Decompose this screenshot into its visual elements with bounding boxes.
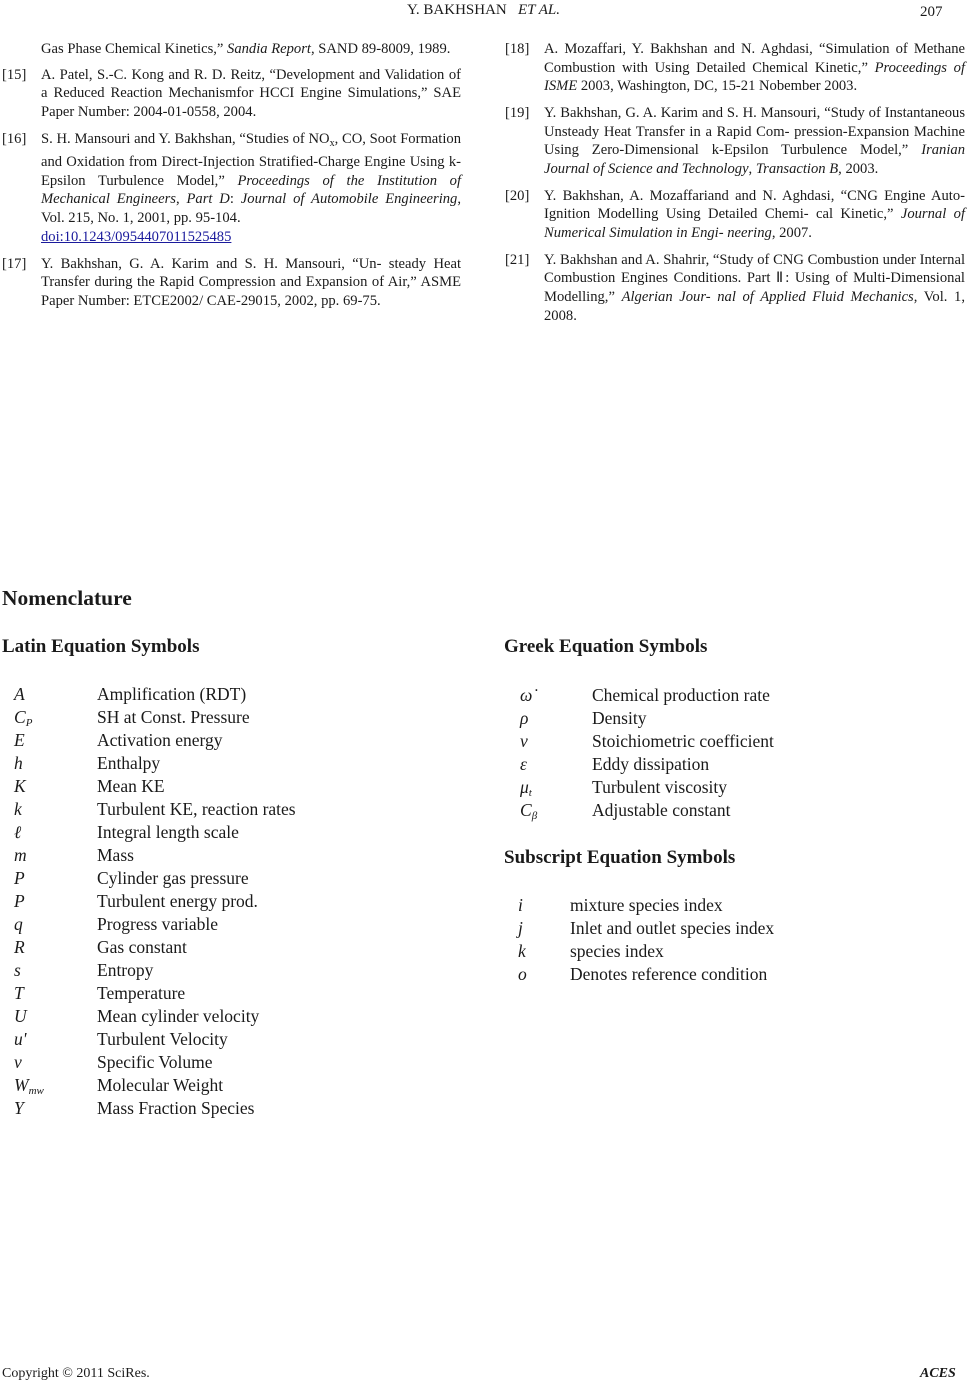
symbol-description: Entropy	[97, 960, 154, 980]
reference-text: Y. Bakhshan, G. A. Karim and S. H. Mansouri, “Un- steady Heat Transfer during the Rapid Compression and Expansion of Air,” ASME Paper Number: ETCE2002/ CAE-29015, 2002, pp. 69-75.	[41, 255, 461, 309]
symbol-letter: C	[14, 707, 26, 727]
reference-number: [15]	[2, 66, 27, 83]
doi-link[interactable]: doi:10.1243/0954407011525485	[41, 228, 232, 245]
symbol-letter: A	[14, 684, 25, 704]
symbol-description: Gas constant	[97, 937, 187, 957]
symbol-description: Adjustable constant	[592, 800, 731, 820]
symbol-letter: m	[14, 845, 27, 865]
italic-text: Algerian Jour- nal of Applied Fluid Mechanics	[621, 289, 914, 306]
symbol-row	[14, 844, 474, 867]
reference-item	[2, 66, 461, 122]
symbol	[518, 940, 526, 963]
symbol-row	[14, 1005, 474, 1028]
symbol-subscript: t	[528, 787, 532, 799]
reference-text: Y. Bakhshan and A. Shahrir, “Study of CNG Combustion under Internal Combustion Engines Conditions. Part Ⅱ: Using of Multi-Dimensional Modelling,”	[544, 251, 965, 306]
symbol-row	[14, 982, 474, 1005]
symbol-row	[14, 729, 474, 752]
symbol-row	[14, 1097, 474, 1120]
symbol-row	[14, 1028, 474, 1051]
footer-journal: ACES	[920, 1366, 956, 1381]
symbol-description: Enthalpy	[97, 753, 161, 773]
symbol-row	[14, 959, 474, 982]
symbol-letter: s	[14, 960, 21, 980]
symbol	[14, 683, 25, 706]
reference-text: A. Patel, S.-C. Kong and R. D. Reitz, “Development and Validation of a Reduced Reaction Mechanismfor HCCI Engine Simulations,” SAE Paper Number: 2004-01-0558, 2004.	[41, 66, 461, 120]
reference-text: , Vol. 215, No. 1, 2001, pp. 95-104.	[41, 191, 462, 227]
symbol-row	[518, 940, 958, 963]
symbol-description: Temperature	[97, 983, 186, 1003]
symbol	[14, 867, 25, 890]
symbol	[520, 753, 527, 776]
symbol-description: Eddy dissipation	[592, 754, 710, 774]
symbol	[14, 821, 21, 844]
symbol-description: Integral length scale	[97, 822, 239, 842]
header-etal: ET AL.	[518, 2, 560, 18]
symbol-letter: R	[14, 937, 25, 957]
symbol-letter: C	[520, 800, 532, 820]
symbol-letter: o	[518, 964, 527, 984]
symbol-letter: ω̇	[520, 685, 533, 705]
symbol-description: Cylinder gas pressure	[97, 868, 249, 888]
reference-text: , SAND 89-8009, 1989.	[310, 41, 451, 57]
latin-symbols-list	[14, 683, 474, 1120]
symbol	[14, 775, 26, 798]
symbol-row	[14, 683, 474, 706]
reference-text: Y. Bakhshan, G. A. Karim and S. H. Mansouri, “Study of Instantaneous Unsteady Heat Transfer in a Rapid Com- pression-Expansion Machine Using Zero-Dimensional k-Epsilon Turbulence Model,”	[544, 105, 965, 159]
symbol-row	[518, 963, 958, 986]
symbol	[14, 1005, 27, 1028]
reference-text: , CO, Soot Formation and Oxidation from Direct-Injection Stratified-Charge Engine Using k-Epsilon Turbulence Model,”	[41, 130, 461, 189]
symbol-row	[14, 752, 474, 775]
reference-item	[505, 104, 965, 178]
symbol-description: Turbulent viscosity	[592, 777, 727, 797]
reference-number: [20]	[505, 187, 530, 204]
symbol	[14, 844, 27, 867]
symbol-description: Amplification (RDT)	[97, 684, 247, 704]
italic-text: Sandia Report	[227, 41, 311, 57]
reference-number: [17]	[2, 255, 27, 272]
symbol-row	[518, 917, 958, 940]
symbol-row	[520, 730, 960, 753]
subscript-symbols-heading: Subscript Equation Symbols	[504, 847, 736, 868]
symbol-description: Denotes reference condition	[570, 964, 768, 984]
symbol-letter: j	[518, 918, 523, 938]
reference-text: A. Mozaffari, Y. Bakhshan and N. Aghdasi, “Simulation of Methane Combustion with Using Detailed Chemical Kinetic,”	[544, 41, 965, 76]
symbol-letter: T	[14, 983, 24, 1003]
symbol-letter: ρ	[520, 708, 529, 728]
symbol-description: Turbulent Velocity	[97, 1029, 228, 1049]
symbol-description: Turbulent KE, reaction rates	[97, 799, 296, 819]
reference-text: Gas Phase Chemical Kinetics,”	[41, 41, 228, 57]
italic-text: Proceedings of the Institution of Mechanical Engineers	[41, 172, 461, 208]
italic-text: Journal of Numerical Simulation in Engi- neering	[544, 206, 965, 241]
symbol-row	[14, 821, 474, 844]
running-header	[0, 2, 967, 19]
symbol	[520, 707, 528, 730]
symbol	[14, 798, 22, 821]
symbol	[518, 963, 527, 986]
greek-symbols-heading: Greek Equation Symbols	[504, 636, 708, 657]
symbol-description: Inlet and outlet species index	[570, 918, 775, 938]
reference-item	[2, 130, 461, 247]
symbol-row	[518, 894, 958, 917]
latin-symbols-heading: Latin Equation Symbols	[2, 636, 200, 657]
symbol	[14, 913, 23, 936]
symbol-description: Progress variable	[97, 914, 219, 934]
symbol-row	[14, 706, 474, 729]
reference-text: S. H. Mansouri and Y. Bakhshan, “Studies of NO	[41, 130, 330, 147]
footer-copyright: Copyright © 2011 SciRes.	[2, 1366, 150, 1381]
reference-number: [19]	[505, 105, 530, 122]
symbol-row	[14, 867, 474, 890]
references-right-column	[505, 40, 965, 334]
reference-item	[505, 187, 965, 243]
symbol-letter: k	[518, 941, 526, 961]
symbol-description: Turbulent energy prod.	[97, 891, 258, 911]
reference-text: ,	[748, 160, 756, 177]
symbol-letter: k	[14, 799, 22, 819]
symbol-description: mixture species index	[570, 895, 723, 915]
symbol	[14, 936, 25, 959]
symbol	[14, 890, 25, 913]
reference-item	[2, 255, 461, 311]
reference-text: , 2007.	[771, 224, 812, 241]
symbol-row	[520, 776, 960, 799]
symbol-letter: P	[14, 868, 25, 888]
symbol	[14, 752, 23, 775]
symbol-row	[14, 890, 474, 913]
italic-text: Journal of Automobile Engineering	[240, 191, 458, 208]
header-author: Y. BAKHSHAN	[407, 2, 507, 18]
symbol-description: Density	[592, 708, 647, 728]
reference-text: ,	[175, 191, 187, 208]
greek-symbols-list	[520, 684, 960, 822]
symbol-row	[14, 913, 474, 936]
reference-item	[2, 40, 461, 59]
symbol-row	[14, 936, 474, 959]
italic-text: Iranian Journal of Science and Technology	[544, 142, 965, 177]
symbol-letter: K	[14, 776, 26, 796]
symbol-row	[520, 684, 960, 707]
symbol-description: SH at Const. Pressure	[97, 707, 250, 727]
symbol-row	[520, 799, 960, 822]
symbol	[518, 917, 523, 940]
symbol-row	[14, 798, 474, 821]
symbol	[14, 1051, 22, 1074]
symbol-letter: u'	[14, 1029, 27, 1049]
symbol-letter: U	[14, 1006, 27, 1026]
reference-number: [21]	[505, 251, 530, 268]
symbol-letter: i	[518, 895, 523, 915]
symbol	[520, 799, 537, 828]
symbol-letter: ℓ	[14, 822, 22, 842]
symbol-letter: h	[14, 753, 23, 773]
reference-number: [16]	[2, 130, 27, 147]
symbol-letter: E	[14, 730, 25, 750]
symbol-description: Specific Volume	[97, 1052, 213, 1072]
symbol-row	[520, 753, 960, 776]
symbol-subscript: P	[25, 717, 33, 729]
subscript-symbols-list	[518, 894, 958, 986]
symbol-description: Mean KE	[97, 776, 165, 796]
italic-text: Proceedings of ISME	[544, 59, 965, 95]
symbol-letter: W	[14, 1075, 29, 1095]
italic-text: Transaction B	[755, 160, 839, 177]
symbol-letter: μ	[520, 777, 529, 797]
symbol-description: species index	[570, 941, 664, 961]
symbol-letter: ν	[520, 731, 528, 751]
symbol-letter: P	[14, 891, 25, 911]
reference-text: :	[229, 191, 241, 208]
symbol-row	[520, 707, 960, 730]
reference-number: [18]	[505, 41, 530, 57]
symbol	[14, 982, 24, 1005]
symbol-letter: v	[14, 1052, 22, 1072]
symbol	[14, 1028, 27, 1051]
symbol	[14, 959, 21, 982]
references-left-column	[2, 40, 461, 319]
symbol-description: Mass	[97, 845, 134, 865]
symbol-description: Stoichiometric coefficient	[592, 731, 774, 751]
symbol-subscript: β	[531, 810, 538, 822]
reference-text: 2003, Washington, DC, 15-21 Nobember 2003.	[577, 78, 858, 95]
symbol-description: Mean cylinder velocity	[97, 1006, 260, 1026]
reference-item	[505, 40, 965, 96]
symbol	[14, 729, 25, 752]
symbol-row	[14, 775, 474, 798]
nomenclature-heading: Nomenclature	[2, 586, 132, 610]
symbol	[520, 684, 532, 707]
page-number: 207	[920, 4, 943, 20]
symbol-letter: Y	[14, 1098, 24, 1118]
subscript-text: x	[329, 137, 335, 149]
reference-text: , 2003.	[838, 160, 879, 177]
symbol-description: Molecular Weight	[97, 1075, 224, 1095]
symbol-letter: ε	[520, 754, 527, 774]
symbol	[14, 1097, 24, 1120]
symbol	[520, 730, 528, 753]
symbol-description: Mass Fraction Species	[97, 1098, 255, 1118]
symbol-row	[14, 1051, 474, 1074]
symbol-description: Activation energy	[97, 730, 223, 750]
symbol-subscript: mw	[28, 1085, 44, 1097]
symbol-description: Chemical production rate	[592, 685, 770, 705]
symbol	[518, 894, 523, 917]
italic-text: Part D	[186, 191, 230, 208]
reference-text: , Vol. 1, 2008.	[544, 289, 965, 324]
reference-text: Y. Bakhshan, A. Mozaffariand and N. Aghdasi, “CNG Engine Auto-Ignition Modelling Using Detailed Chemi- cal Kinetic,”	[544, 187, 965, 223]
symbol-letter: q	[14, 914, 23, 934]
reference-item	[505, 251, 965, 325]
symbol-row	[14, 1074, 474, 1097]
